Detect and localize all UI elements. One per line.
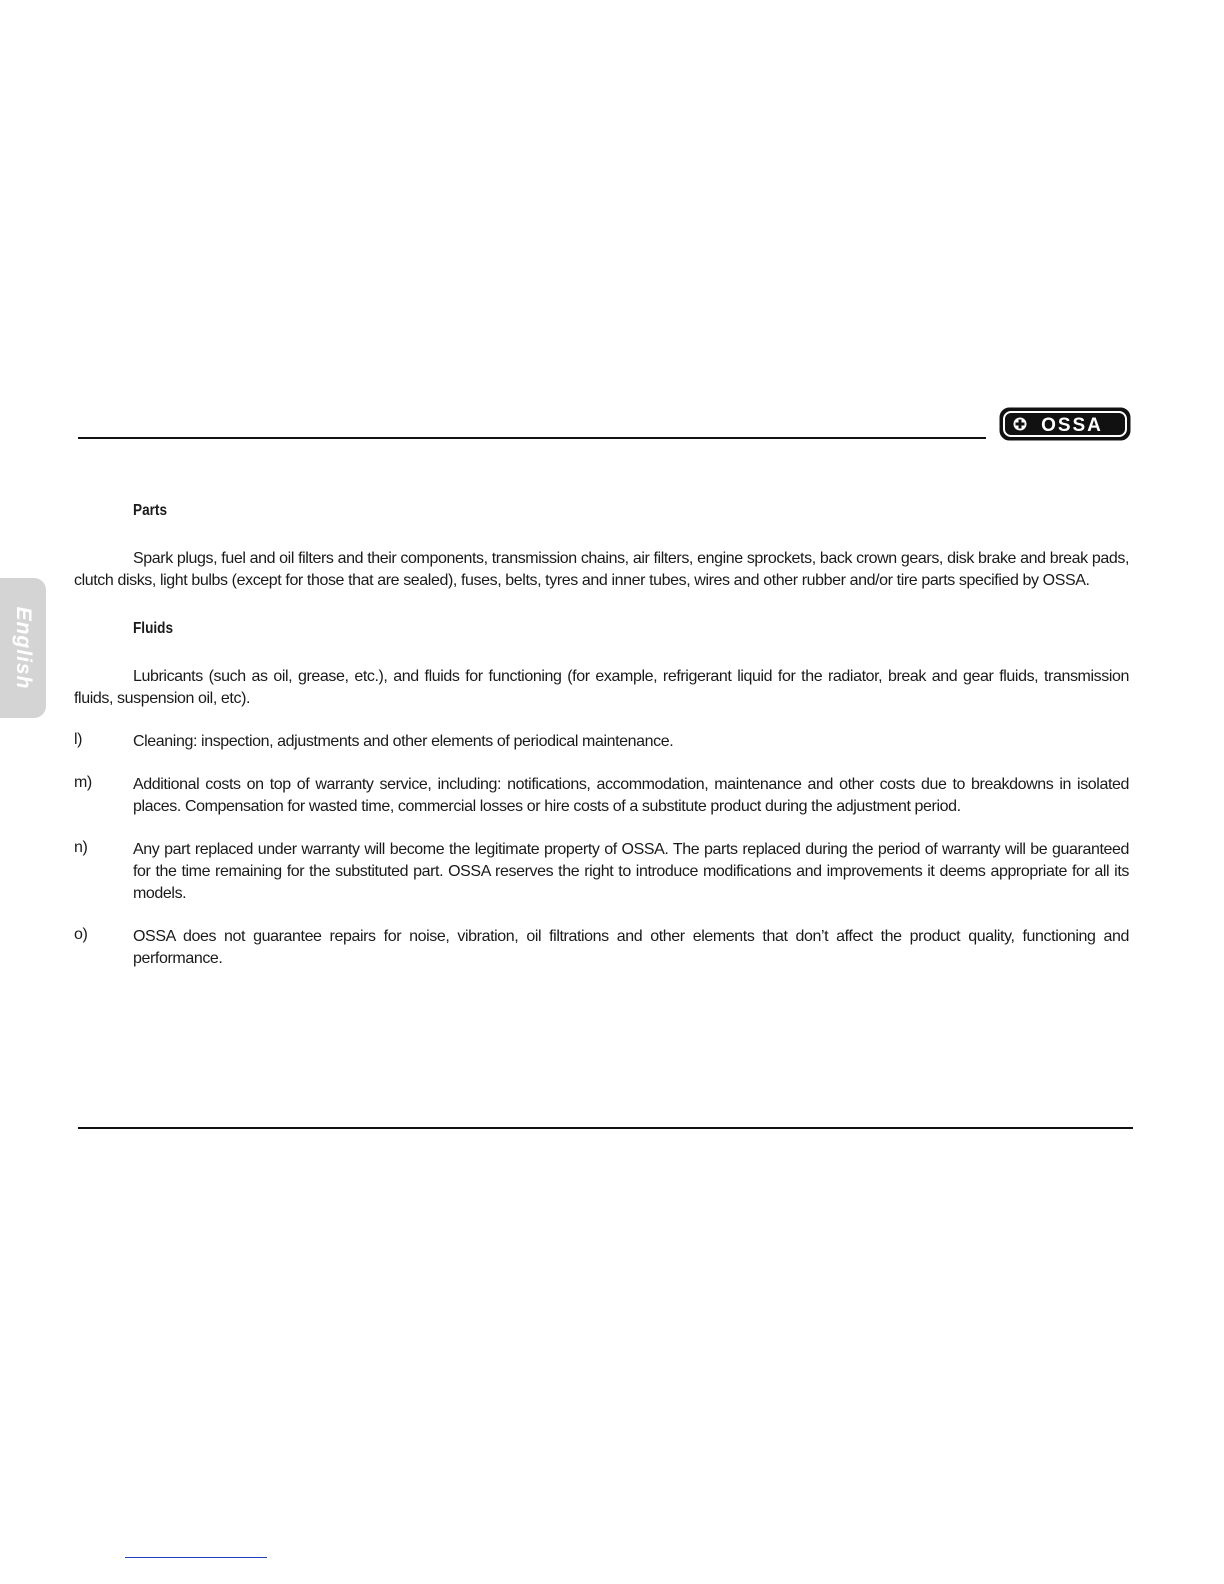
list-item-o (74, 926, 1129, 970)
language-tab-label: English (12, 606, 35, 690)
cross-icon (1014, 418, 1027, 431)
header-rule (78, 437, 986, 439)
list-marker: m) (74, 774, 92, 791)
list-item-text: OSSA does not guarantee repairs for noise, vibration, oil filtrations and other elements that don’t affect the product quality, functioning and performance. (133, 928, 1129, 967)
logo-text: OSSA (1041, 415, 1103, 436)
parts-paragraph: Spark plugs, fuel and oil filters and their components, transmission chains, air filters, engine sprockets, back crown gears, disk brake and break pads, clutch disks, light bulbs (except for those that are sealed), fuses, belts, tyres and inner tubes, wires and other rubber and/or tire parts specified by OSSA. (74, 550, 1129, 589)
page-link-underline[interactable] (125, 1557, 267, 1558)
parts-heading: Parts (133, 502, 168, 519)
list-item-text: Cleaning: inspection, adjustments and other elements of periodical maintenance. (133, 733, 674, 750)
footer-rule (78, 1127, 1133, 1129)
list-marker: l) (74, 731, 83, 748)
list-item-n (74, 839, 1129, 905)
list-item-text: Additional costs on top of warranty service, including: notifications, accommodation, maintenance and other costs due to breakdowns in isolated places. Compensation for wasted time, commercial losses or hire costs of a substitute product during the adjustment period. (133, 776, 1129, 815)
ossa-logo (999, 407, 1131, 441)
fluids-paragraph: Lubricants (such as oil, grease, etc.), and fluids for functioning (for example, refrigerant liquid for the radiator, break and gear fluids, transmission fluids, suspension oil, etc). (74, 668, 1129, 707)
fluids-heading: Fluids (133, 620, 174, 637)
list-item-text: Any part replaced under warranty will become the legitimate property of OSSA. The parts replaced during the period of warranty will be guaranteed for the time remaining for the substituted part. OSSA reserves the right to introduce modifications and improvements it deems appropriate for all its models. (133, 841, 1129, 902)
list-marker: o) (74, 926, 88, 943)
language-tab[interactable] (0, 578, 46, 718)
list-item-m (74, 774, 1129, 818)
list-marker: n) (74, 839, 88, 856)
list-item-l (74, 731, 1129, 753)
document-body (74, 495, 1129, 991)
